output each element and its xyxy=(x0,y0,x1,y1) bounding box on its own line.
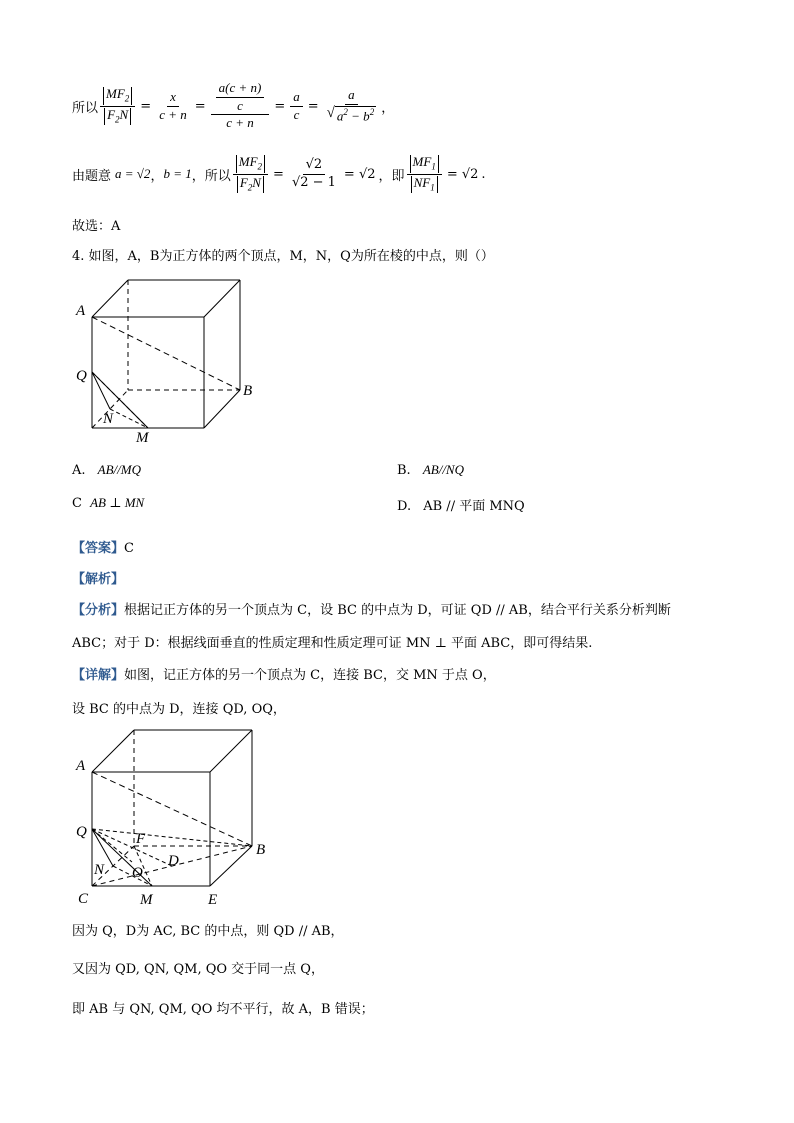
label-N: N xyxy=(103,411,114,427)
option-d-letter: D. xyxy=(397,499,412,514)
label2-A: A xyxy=(76,758,86,774)
option-c xyxy=(72,495,144,511)
option-b xyxy=(397,462,464,478)
fraction-x-over-cn: $\frac{x}{c + n}$ xyxy=(159,88,187,122)
xiangjie-label: 【详解】 xyxy=(72,668,125,683)
line1-trail: ， xyxy=(381,100,395,116)
label-M: M xyxy=(136,430,149,446)
fraction-mf1-nf1: $\frac{MF_1}{NF_1}$ xyxy=(407,155,442,193)
label2-Q: Q xyxy=(76,824,87,840)
label2-E: E xyxy=(208,892,218,908)
fenxi-text-1: 根据记正方体的另一个顶点为 C，设 BC 的中点为 D，可证 QD // AB，结合平行关系分析判断 xyxy=(124,603,671,618)
label-B: B xyxy=(243,383,253,399)
analysis-heading xyxy=(72,568,124,587)
choice-line: 故选：A xyxy=(72,219,121,234)
line2-prefix: 由题意 xyxy=(72,168,112,184)
label2-M: M xyxy=(140,892,153,908)
label2-C: C xyxy=(78,891,89,907)
label2-N: N xyxy=(94,862,105,878)
option-b-letter: B. xyxy=(397,463,411,478)
option-c-text: AB ⊥ MN xyxy=(90,495,145,510)
cube-figure-2 xyxy=(70,722,280,912)
fraction-a-over-c: $\frac{a}{c}$ xyxy=(290,90,303,123)
label2-B: B xyxy=(256,842,266,858)
body-line-3: 即 AB 与 QN, QM, QO 均不平行，故 A，B 错误； xyxy=(72,1002,374,1017)
option-d xyxy=(397,495,525,514)
fraction-mf2-f2n: $\frac{MF_2}{F_2N}$ xyxy=(100,87,135,125)
given-values-line: 由题意 a = √2 ， b = 1 ，所以 $\frac{MF_2}{F_2N}$ = $\frac{√2}{√2 - 1}$ = √2 ，即 $\frac{MF_1}{NF_1}$ = √2 . xyxy=(72,154,486,193)
fenxi-label: 【分析】 xyxy=(72,603,125,618)
label-A: A xyxy=(76,303,86,319)
b-condition: b = 1 xyxy=(163,166,192,181)
fraction-compound: $\frac{\frac{a(c + n)}{c}}{c + n}$ xyxy=(211,81,270,132)
label2-O: O xyxy=(132,865,143,881)
option-a-letter: A. xyxy=(72,463,86,478)
analysis-label: 【解析】 xyxy=(72,572,125,587)
answer-label: 【答案】 xyxy=(72,541,125,556)
line2-mid2: ，即 xyxy=(378,168,405,184)
fenxi-line-1 xyxy=(72,599,671,618)
line2-mid: ，所以 xyxy=(191,168,231,184)
option-a-text: AB//MQ xyxy=(97,462,141,477)
fenxi-line-2: ABC；对于 D：根据线面垂直的性质定理和性质定理可证 MN ⊥ 平面 ABC，即可得结果. xyxy=(72,636,593,651)
option-d-text: AB // 平面 MNQ xyxy=(423,499,525,514)
xiangjie-line-2: 设 BC 的中点为 D，连接 QD, OQ， xyxy=(72,702,286,717)
option-a xyxy=(72,462,141,478)
answer-line xyxy=(72,537,134,556)
fraction-a-over-sqrt: a √ $a^2 - b^2$ xyxy=(326,86,375,124)
question-number: 4. xyxy=(72,249,85,264)
fraction-mf2-f2n-2: $\frac{MF_2}{F_2N}$ xyxy=(233,155,268,193)
question-4 xyxy=(72,245,494,264)
body-line-2: 又因为 QD, QN, QM, QO 交于同一点 Q， xyxy=(72,962,324,977)
question-text: 如图，A，B为正方体的两个顶点，M，N，Q为所在棱的中点，则（） xyxy=(88,249,494,264)
label2-D: D xyxy=(168,853,179,869)
option-b-text: AB//NQ xyxy=(422,462,464,477)
ratio-equation-line: 所以 $\frac{MF_2}{F_2N}$ = $\frac{x}{c + n}$ = $\frac{\frac{a(c + n)}{c}}{c + n}$ = $\frac{a}{c}$ = a √ $a^2 - b^2$ ， xyxy=(72,79,395,131)
a-condition: a = √2 xyxy=(115,166,151,181)
body-line-1: 因为 Q，D为 AC, BC 的中点，则 QD // AB， xyxy=(72,924,344,939)
option-c-letter: C xyxy=(72,496,82,511)
line1-prefix: 所以 xyxy=(72,100,99,116)
xiangjie-line-1 xyxy=(72,664,496,683)
line2-end: . xyxy=(481,166,486,182)
fraction-sqrt2-over: $\frac{√2}{√2 - 1}$ xyxy=(291,156,336,190)
label2-F: F xyxy=(136,831,146,847)
answer-value: C xyxy=(124,541,134,556)
comma: ， xyxy=(150,168,164,184)
xiangjie-text-1: 如图，记正方体的另一个顶点为 C，连接 BC，交 MN 于点 O， xyxy=(124,668,496,683)
cube-figure-1 xyxy=(70,272,270,447)
label-Q: Q xyxy=(76,368,87,384)
